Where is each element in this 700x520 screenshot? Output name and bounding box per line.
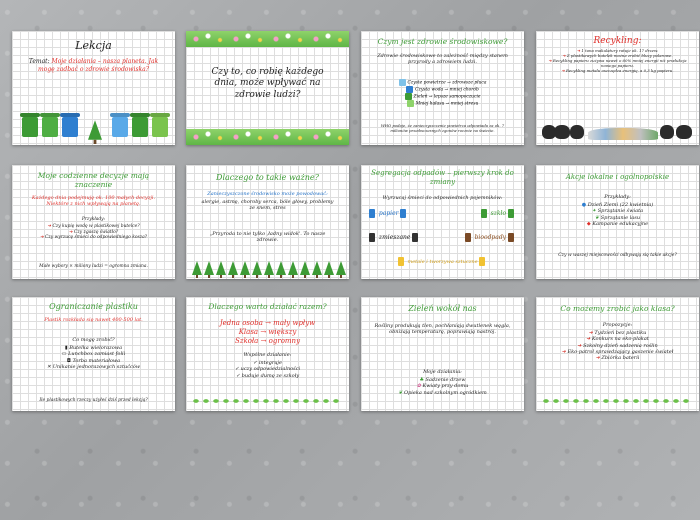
benefits-label: Wspólne działanie: [243,352,292,358]
slide-class-actions[interactable] [536,297,699,411]
list-item: Mniej hałasu → mniej stresu [361,100,524,107]
list-item: ➜ Czy wyrzucę śmieci do odpowiedniego kosza? [39,235,148,240]
slide-footer: Małe wybory × miliony ludzi = ogromna zmiana. [39,264,148,269]
examples-list [12,224,175,241]
brown-bin-icon [465,233,471,242]
examples-label: Przykłady: [81,217,106,222]
trash-bag-icon [676,125,692,139]
slide-title: Recykling: [593,36,642,46]
slide-act-together[interactable] [186,297,349,411]
list-item: ● Dzień Ziemi (22 kwietnia) [581,202,654,208]
list-item: ✕ Unikanie jednorazowych sztućców [46,363,141,370]
slide-title: Czy to, co robię każdego dnia, może wpływać na zdrowie ludzi? [211,67,324,100]
list-item: ➜ Tydzień bez plastiku [588,330,647,336]
slide-local-actions[interactable] [536,165,699,279]
proposals-label: Propozycje: [602,322,633,328]
tree-icon [312,261,322,275]
list-item: ✓ buduje dumę ze szkoły [235,372,300,379]
tree-icon [288,261,298,275]
bottle-icon: ▮ [64,345,70,351]
water-icon [406,86,413,93]
bins-grid [369,209,516,273]
list-item: ▮ Butelka wielorazowa [64,345,123,351]
list-item: ▭ Lunchbox zamiast folii [61,351,126,358]
leaf-border [542,397,693,405]
bin-bio: bioodpady [465,233,516,242]
black-bin-icon [369,233,375,242]
slide-plastic-reduction[interactable] [12,297,175,411]
flower-border-top [186,31,349,47]
slide-footer: Czy w waszej miejscowości odbywają się takie akcje? [558,253,677,258]
list-item: Szkoła → ogromny [234,336,301,345]
slide-quote: „Przyroda to nie tylko ‚ładny widok'. To nasze zdrowie. [209,231,326,244]
slide-subtitle: Zanieczyszczone środowisko może powodować: [207,191,328,197]
trash-bag-icon [570,125,584,139]
slide-environmental-health[interactable] [361,31,524,145]
actions-list [536,202,699,227]
examples-label: Przykłady: [604,194,631,200]
topic-label: Temat: [28,58,50,65]
bag-icon: ◘ [66,357,73,364]
blue-bin-icon [400,209,406,218]
green-bin-icon [152,117,168,137]
slide-recycling[interactable] [536,31,699,145]
list-item: Czysta woda → mniej chorób [361,86,524,93]
slide-greenery[interactable] [361,297,524,411]
cloud-icon [399,79,406,86]
tree-icon [204,261,214,275]
blue-bin-icon [112,117,128,137]
actions-list [361,377,524,396]
recycling-facts [536,49,699,73]
bin-mixed: zmieszane [369,233,420,242]
list-item: ➜ Zbiórka baterii [595,355,640,361]
cutlery-icon: ✕ [46,363,53,370]
list-item: Klasa → większy [238,327,297,336]
slide-title: Zieleń wokół nas [408,304,477,313]
list-item: ❦ Sprzątanie lasu [594,214,641,221]
slide-lesson-topic[interactable] [12,31,175,145]
tree-icon [324,261,334,275]
list-item: ➜ Eko-patrol sprawdzający gaszenie świateł [561,348,674,355]
list-item: Czyste powietrze → zdrowsze płuca [361,79,524,86]
leaf-icon [405,93,412,100]
slide-daily-decisions[interactable] [12,165,175,279]
lunchbox-icon: ▭ [61,351,69,358]
actions-label: Moje działania: [423,369,462,375]
tree-icon [216,261,226,275]
list-item: ➜ Konkurs na eko-plakat [586,336,649,343]
tree-icon [300,261,310,275]
question-label: Co mogę zrobić? [72,337,115,343]
slide-title: Ograniczanie plastiku [49,302,138,311]
list-item: ❦ Opieka nad szkolnym ogródkiem [398,389,487,396]
yellow-bin-icon [398,257,404,266]
tree-icon [88,120,102,140]
tree-icon [192,261,202,275]
sprout-icon: ❦ [398,389,404,396]
tree-icon [336,261,346,275]
slide-note: WHO podaje, że zanieczyszczenie powietrza odpowiada za ok. 7 milionów przedwczesnych zgonów rocznie na świecie. [380,123,505,133]
list-item: ✦ Sprzątanie świata [591,208,644,215]
leaf-icon: ❦ [594,214,601,221]
green-bin-icon [132,117,148,137]
benefits-list [361,79,524,107]
tree-icon [252,261,262,275]
list-item: ◆ Kampanie edukacyjne [586,220,649,227]
topic-text: Moje działania – nasza planeta. Jak mogę zadbać o zdrowie środowiska? [38,58,159,73]
ideas-list [12,345,175,370]
slide-body: Rośliny produkują tlen, pochłaniają dwutlenek węgla, obniżają temperaturę, poprawiają nastrój. [374,323,511,336]
list-item: ✓ uczy odpowiedzialności [234,366,301,373]
trash-bag-icon [554,125,570,139]
slide-why-important[interactable] [186,165,349,279]
slide-daily-question[interactable] [186,31,349,145]
slide-title: Czym jest zdrowie środowiskowe? [377,37,508,46]
list-item: ➜ Czy kupię wodę w plastikowej butelce? [47,224,140,229]
slide-title: Segregacja odpadów – pierwszy krok do zmiany [371,169,514,186]
list-item: ◘ Torba materiałowa [66,357,121,364]
leaf-border [192,397,343,405]
slide-body: Wyrzucaj śmieci do odpowiednich pojemników: [382,195,503,201]
tree-icon [228,261,238,275]
list-item: ➜ Z plastikowych butelek można zrobić bluzy polarowe. [562,52,673,58]
list-item: ✿ Kwiaty przy domu [416,383,469,390]
flower-icon: ✿ [416,383,423,390]
garbage-pile-icon [588,128,658,140]
flower-border-bottom [186,129,349,145]
tree-icon: ♣ [419,377,426,383]
benefits-list [186,360,349,379]
list-item: Zieleń → lepsze samopoczucie [361,93,524,100]
slide-title: Dlaczego warto działać razem? [208,302,327,311]
yellow-bin-icon [479,257,485,266]
slide-waste-sorting[interactable] [361,165,524,279]
list-item: ➜ 1 tona makulatury ratuje ok. 17 drzew. [576,48,659,53]
slide-highlight: Każdego dnia podejmuję ok. 100 małych decyzji. Niektóre z nich wpływają na planetę. [31,195,156,208]
green-bin-icon [22,117,38,137]
bin-glass: szkło [481,209,516,218]
blue-bin-icon [369,209,375,218]
slide-title: Dlaczego to takie ważne? [216,173,319,182]
slide-highlight: Plastik rozkłada się nawet 400-500 lat. [44,317,143,323]
green-bin-icon [508,209,514,218]
slide-title: Moje codzienne decyzje mają znaczenie [37,171,150,190]
list-item: ♣ Sadzenie drzew [419,377,466,383]
blue-bin-icon [62,117,78,137]
bin-metal-plastic: metale i tworzywa sztuczne [369,257,516,266]
list-item: ➜ Szkolny dzień sadzenia roślin [577,342,658,349]
globe-icon: ● [581,202,588,208]
list-item: ➜ Recykling papieru zużywa nawet o 60% mniej energii niż produkcja nowego papieru. [548,57,687,68]
proposals-list [536,330,699,361]
bin-paper: papier [369,209,408,218]
slide-body: Zdrowie środowiskowe to zależność między stanem przyrody a zdrowiem ludzi. [377,53,508,66]
black-bin-icon [412,233,418,242]
slide-footer: Ile plastikowych rzeczy użyłeś dziś przed lekcją? [39,398,148,403]
sparkle-icon: ✦ [591,208,598,215]
green-bin-icon [481,209,487,218]
list-item: Jedna osoba → mały wpływ [219,319,316,327]
list-item: ➜ Recykling metalu oszczędza energię, a 0,3 kg papieru. [561,67,674,73]
trash-bag-icon [660,125,674,139]
list-item: ✓ integruje [253,360,282,366]
tree-icon [264,261,274,275]
brown-bin-icon [508,233,514,242]
slide-title: Akcje lokalne i ogólnopolskie [565,173,670,181]
slide-title: Co możemy zrobić jako klasa? [560,304,675,313]
plant-icon [407,100,414,107]
topic-block [12,58,175,73]
slide-body: alergie, astmę, choroby serca, bóle głowy, problemy ze snem, stres [201,199,334,212]
tree-icon [240,261,250,275]
green-bin-icon [42,117,58,137]
list-item: ➜ Czy zgaszę światło? [68,229,119,235]
tree-icon [276,261,286,275]
megaphone-icon: ◆ [586,220,593,227]
impact-lines [186,319,349,345]
slide-title: Lekcja [75,39,112,52]
